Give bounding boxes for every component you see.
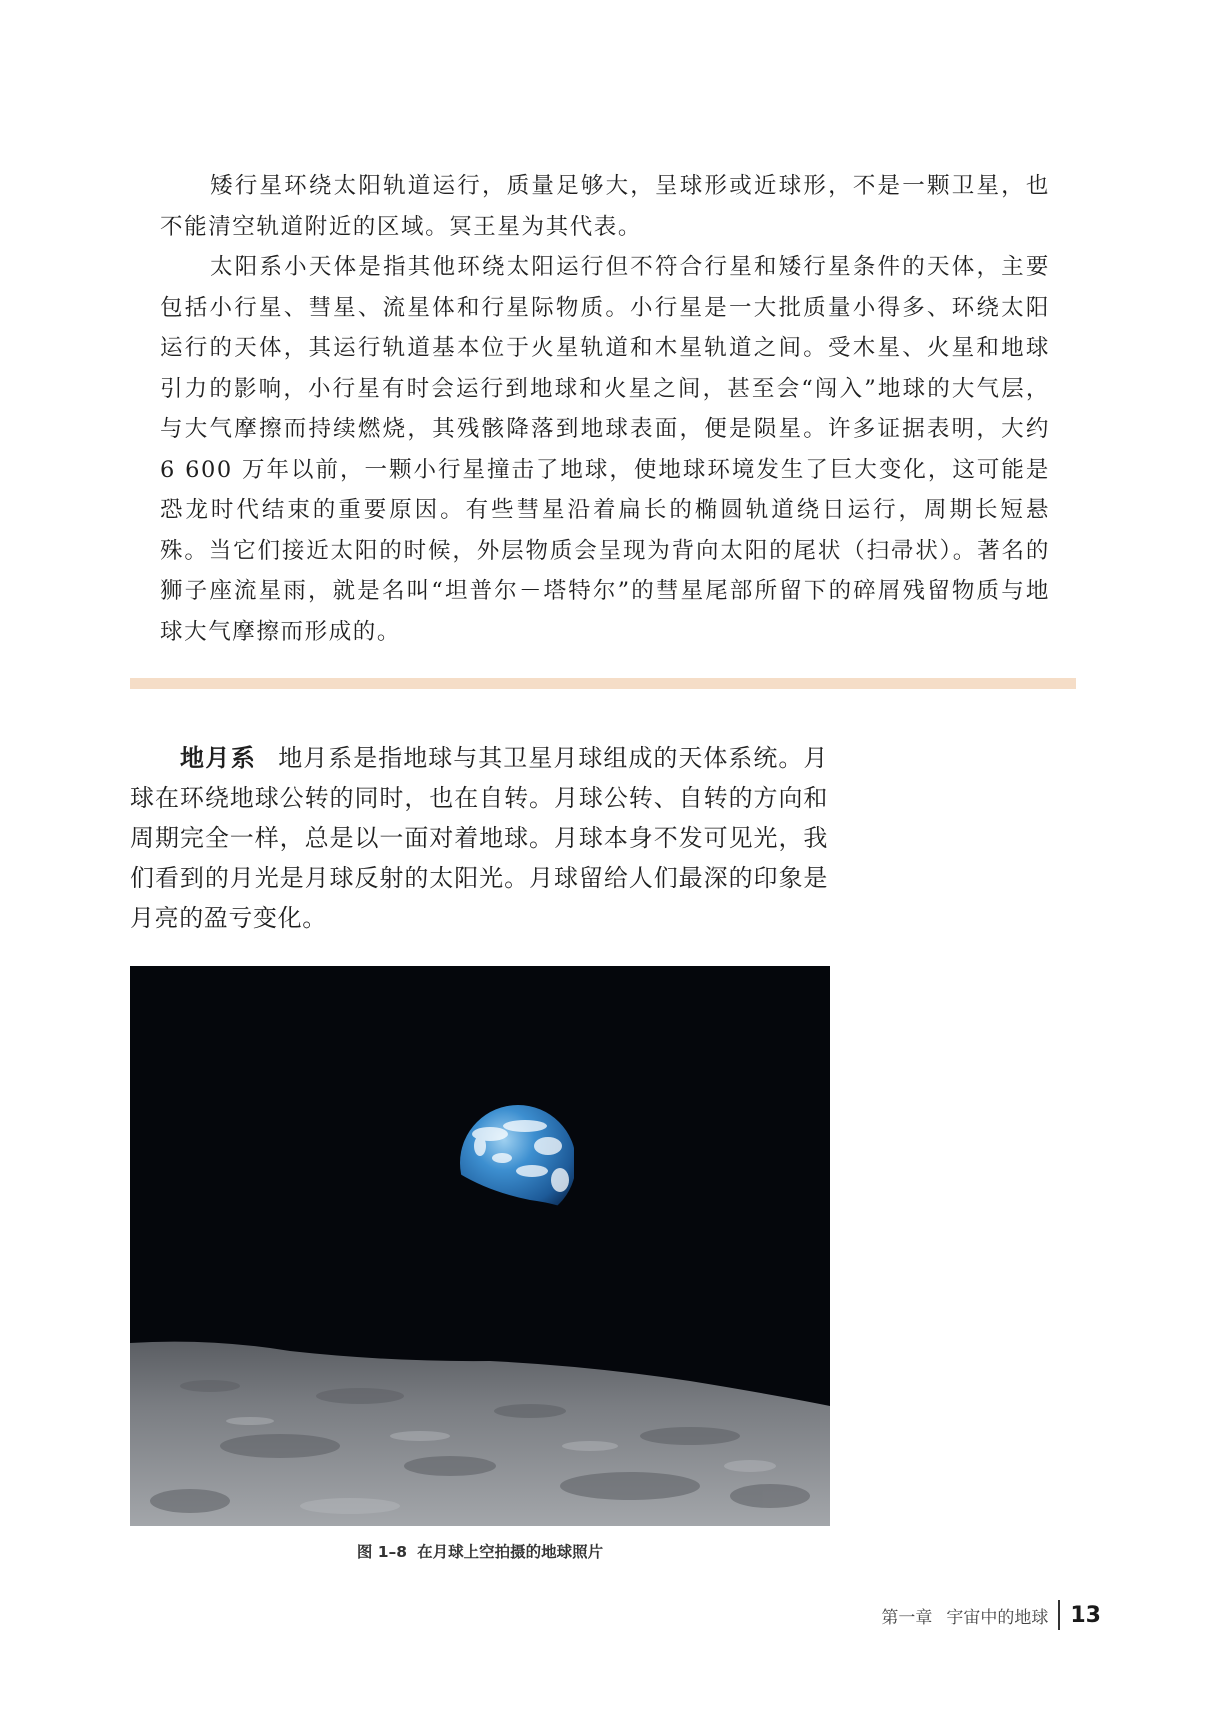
figure-number: 图 1–8 bbox=[356, 1543, 408, 1561]
section-divider bbox=[130, 678, 1076, 689]
earthrise-illustration bbox=[130, 966, 830, 1526]
paragraph-small-bodies: 太阳系小天体是指其他环绕太阳运行但不符合行星和矮行星条件的天体，主要包括小行星、彗星、流星体和行星际物质。小行星是一大批质量小得多、环绕太阳运行的天体，其运行轨道基本位于火星轨道和木星轨道之间。受木星、火星和地球引力的影响，小行星有时会运行到地球和火星之间，甚至会“闯入”地球的大气层，与大气摩擦而持续燃烧，其残骸降落到地球表面，便是陨星。许多证据表明，大约 6 600 万年以前，一颗小行星撞击了地球，使地球环境发生了巨大变化，这可能是恐龙时代结束的重要原因。有些彗星沿着扁长的椭圆轨道绕日运行，周期长短悬殊。当它们接近太阳的时候，外层物质会呈现为背向太阳的尾状（扫帚状）。著名的狮子座流星雨，就是名叫“坦普尔－塔特尔”的彗星尾部所留下的碎屑残留物质与地球大气摩擦而形成的。 bbox=[160, 254, 1050, 645]
earth-moon-section bbox=[130, 738, 828, 938]
earth-moon-paragraph bbox=[130, 738, 828, 938]
running-head bbox=[881, 1603, 1048, 1628]
chapter-title: 宇宙中的地球 bbox=[946, 1607, 1049, 1628]
figure-caption bbox=[130, 1540, 830, 1562]
figure-caption-text: 在月球上空拍摄的地球照片 bbox=[417, 1543, 604, 1561]
section-keyword: 地月系 bbox=[180, 744, 257, 772]
page-number: 13 bbox=[1070, 1602, 1101, 1628]
chapter-label: 第一章 bbox=[881, 1607, 933, 1628]
footer-divider bbox=[1058, 1600, 1060, 1630]
paragraph-dwarf-planet: 矮行星环绕太阳轨道运行，质量足够大，呈球形或近球形，不是一颗卫星，也不能清空轨道附近的区域。冥王星为其代表。 bbox=[160, 173, 1050, 240]
earthrise-photo bbox=[130, 966, 830, 1526]
page-footer bbox=[881, 1600, 1101, 1630]
earth-moon-body: 地月系是指地球与其卫星月球组成的天体系统。月球在环绕地球公转的同时，也在自转。月球公转、自转的方向和周期完全一样，总是以一面对着地球。月球本身不发可见光，我们看到的月光是月球反射的太阳光。月球留给人们最深的印象是月亮的盈亏变化。 bbox=[130, 744, 829, 932]
boxed-text-block bbox=[160, 166, 1050, 652]
